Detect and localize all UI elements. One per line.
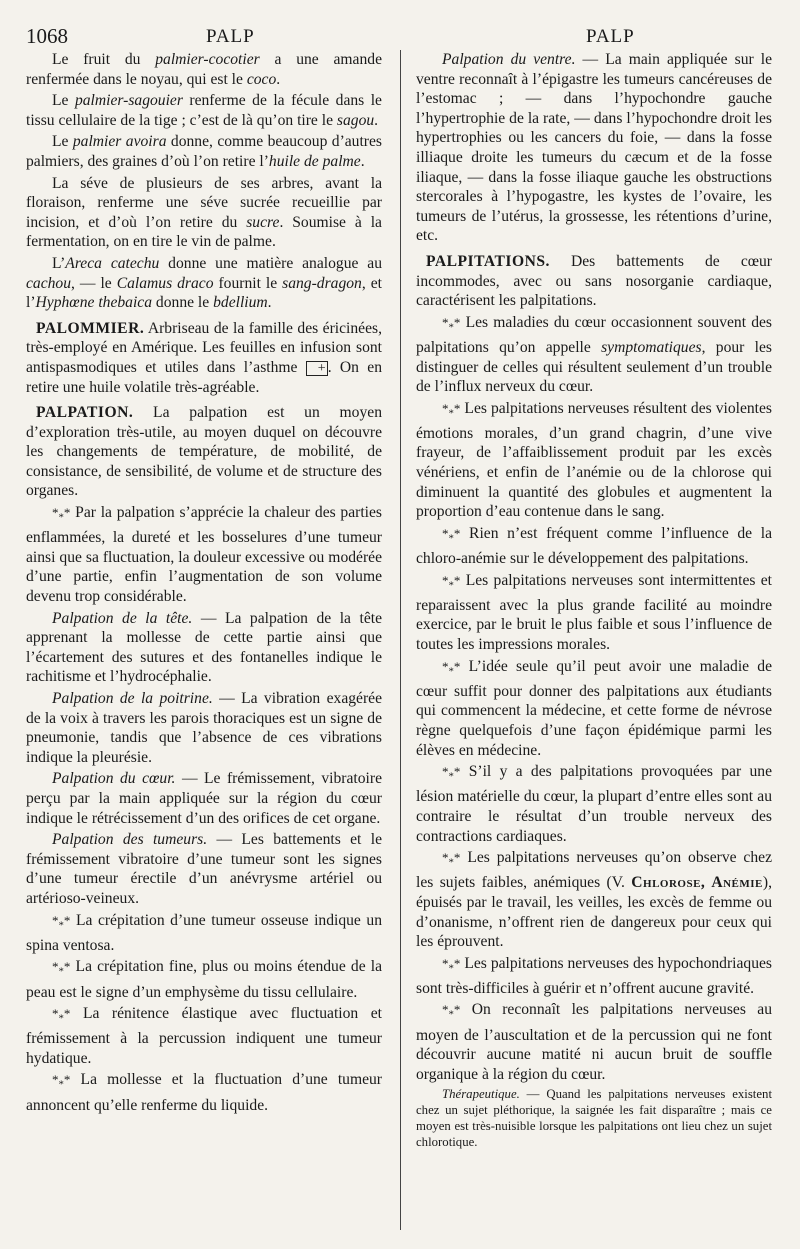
paragraph: Le palmier avoira donne, comme beaucoup d’autres palmiers, des graines d’où l’on retire l’huile de palme. bbox=[26, 133, 382, 170]
paragraph: $*_**$ Les palpitations nerveuses résultent des violentes émotions morales, d’un grand chagrin, d’une vive frayeur, de l’affaiblissement produit par les excès vénériens, et enfin de l’anémie ou de la chlorose qui diminuent la quantité des globules et augmentent la proportion d’eau contenue dans le sang. bbox=[416, 399, 772, 521]
running-header bbox=[26, 24, 774, 50]
left-running-head: PALP bbox=[206, 26, 255, 47]
paragraph: Le palmier-sagouier renferme de la fécule dans le tissu cellulaire de la tige ; c’est de là qu’on tire le sagou. bbox=[26, 92, 382, 129]
paragraph: Thérapeutique. — Quand les palpitations nerveuses existent chez un sujet pléthorique, la saignée les fait disparaître ; mais ce moyen est très-nuisible lorsque les palpitations ont lieu chez un sujet chlorotique. bbox=[416, 1087, 772, 1150]
paragraph: La séve de plusieurs de ses arbres, avant la floraison, renferme une séve sucrée recueillie par incision, et d’où l’on retire du sucre. Soumise à la fermentation, on en tire le vin de palme. bbox=[26, 174, 382, 251]
paragraph: $*_**$ La crépitation d’une tumeur osseuse indique un spina ventosa. bbox=[26, 911, 382, 954]
paragraph: L’Areca catechu donne une matière analogue au cachou, — le Calamus draco fournit le sang-dragon, et l’Hyphœne thebaica donne le bdellium. bbox=[26, 254, 382, 312]
paragraph: Palpation du ventre. — La main appliquée sur le ventre reconnaît à l’épigastre les tumeurs cancéreuses de l’estomac ; — dans l’hypochondre gauche l’hypertrophie de la rate, — dans l’hypochondre droit les hypertrophies ou les cancers du foie, — dans la fosse illiaque droite les tumeurs du cæcum et de la fosse iliaque, — dans la fosse iliaque gauche les obstructions stercorales à l’hypogastre, les kystes de l’ovaire, les tumeurs de l’utérus, la grossesse, les rétentions d’urine, etc. bbox=[416, 51, 772, 245]
paragraph: $*_**$ S’il y a des palpitations provoquées par une lésion matérielle du cœur, la plupart d’entre elles sont au contraire le résultat d’un trouble nerveux des contractions cardiaques. bbox=[416, 763, 772, 845]
right-column bbox=[416, 50, 772, 1152]
paragraph: $*_**$ L’idée seule qu’il peut avoir une maladie de cœur suffit pour donner des palpitations aux étudiants qui commencent la médecine, et cette forme de névrose règne quelquefois d’une façon épidémique parmi les élèves en médecine. bbox=[416, 657, 772, 759]
paragraph: $*_**$ Par la palpation s’apprécie la chaleur des parties enflammées, la dureté et les bosselures d’une tumeur ainsi que sa fluctuation, la douleur excessive ou modérée d’une partie, enfin l’augmentation de son volume devenu trop considérable. bbox=[26, 504, 382, 606]
left-column bbox=[26, 50, 382, 1152]
paragraph: $*_**$ Rien n’est fréquent comme l’influence de la chloro-anémie sur le développement des palpitations. bbox=[416, 524, 772, 568]
paragraph: Palpation des tumeurs. — Les battements et le frémissement vibratoire d’une tumeur sont les signes d’une tumeur érectile d’un anévrysme artériel ou artérioso-veineux. bbox=[26, 831, 382, 907]
paragraph: $*_**$ Les palpitations nerveuses des hypochondriaques sont très-difficiles à guérir et n’offrent aucune gravité. bbox=[416, 954, 772, 997]
paragraph: $*_**$ Les palpitations nerveuses qu’on observe chez les sujets faibles, anémiques (V. Chlorose, Anémie), épuisés par le travail, les veilles, les excès de femme ou d’onanisme, n’offrent rien de dangereux pour ceux qui les éprouvent. bbox=[416, 849, 772, 951]
paragraph: Palpation du cœur. — Le frémissement, vibratoire perçu par la main appliquée sur la région du cœur indique le rétrécissement d’un des orifices de cet organe. bbox=[26, 770, 382, 827]
paragraph: $*_**$ Les maladies du cœur occasionnent souvent des palpitations qu’on appelle symptomatiques, pour les distinguer de celles qui résultent seulement d’un trouble de l’influx nerveux du cœur. bbox=[416, 313, 772, 396]
paragraph: $*_**$ La crépitation fine, plus ou moins étendue de la peau est le signe d’un emphysème du tissu cellulaire. bbox=[26, 958, 382, 1001]
paragraph: $*_**$ On reconnaît les palpitations nerveuses au moyen de l’auscultation et de la percussion qui ne font découvrir aucune matité ni aucun bruit de souffle organique à la région du cœur. bbox=[416, 1001, 772, 1083]
column-divider bbox=[400, 50, 401, 1230]
paragraph: Palpation de la poitrine. — La vibration exagérée de la voix à travers les parois thoraciques est un signe de pneumonie, tandis que l’absence de ces vibrations indique la pleurésie. bbox=[26, 690, 383, 766]
page-number: 1068 bbox=[26, 24, 68, 48]
dictionary-entry: PALPATION. La palpation est un moyen d’exploration très-utile, au moyen duquel on découvre les changements de température, de mobilité, de consistance, de sensibilité, de volume et de structure des organes. bbox=[26, 404, 382, 500]
paragraph: Palpation de la tête. — La palpation de la tête apprenant la mollesse de cette partie ainsi que l’écartement des sutures et des fontanelles indique le rachitisme et l’hydrocéphalie. bbox=[26, 609, 382, 686]
paragraph: Le fruit du palmier-cocotier a une amande renfermée dans le noyau, qui est le coco. bbox=[26, 51, 382, 88]
paragraph: $*_**$ Les palpitations nerveuses sont intermittentes et reparaissent avec la plus grande facilité au moindre exercice, par le bruit le plus faible et sous l’influence de toutes les impressions morales. bbox=[416, 571, 772, 653]
two-column-body bbox=[26, 50, 774, 1152]
right-running-head: PALP bbox=[586, 26, 635, 47]
dictionary-entry: PALPITATIONS. Des battements de cœur incommodes, avec ou sans nosorganie cardiaque, caractérisent les palpitations. bbox=[416, 252, 772, 310]
paragraph: $*_**$ La rénitence élastique avec fluctuation et frémissement à la percussion indiquent une tumeur hydatique. bbox=[26, 1005, 382, 1067]
paragraph: $*_**$ La mollesse et la fluctuation d’une tumeur annoncent qu’elle renferme du liquide. bbox=[26, 1071, 382, 1114]
dictionary-entry: PALOMMIER. Arbriseau de la famille des éricinées, très-employé en Amérique. Les feuilles en infusion sont antispasmodiques et utiles dans l’asthme + . On en retire une huile volatile très-agréable. bbox=[26, 319, 382, 396]
